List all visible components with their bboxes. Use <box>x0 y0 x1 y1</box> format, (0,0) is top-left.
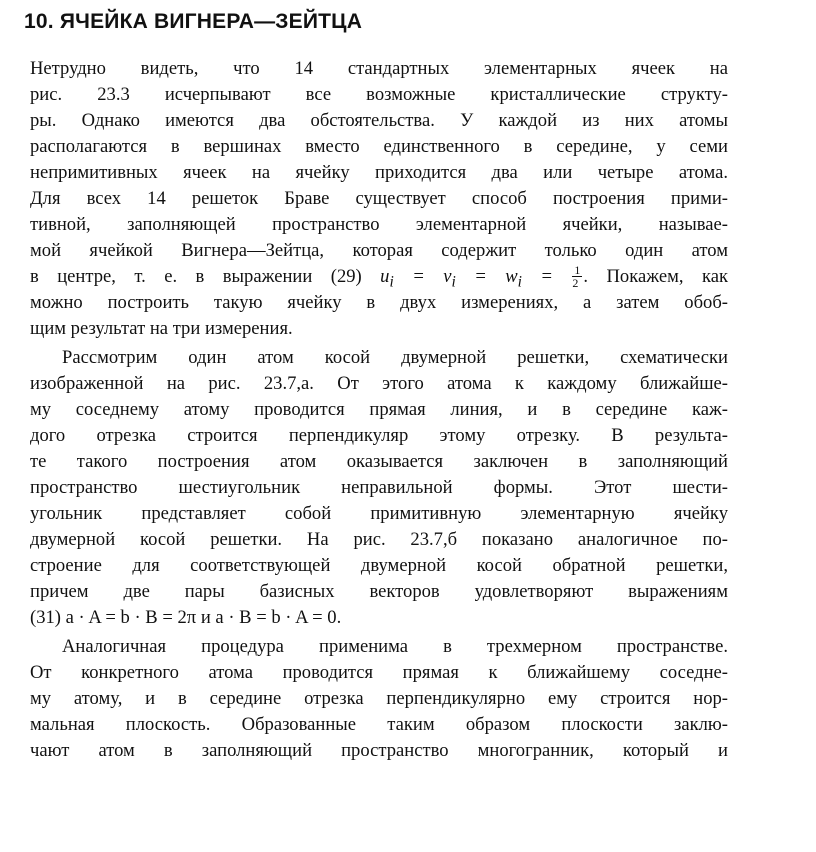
text-line: Аналогичная процедура применима в трехмерном пространстве. <box>62 636 728 657</box>
text-line: те такого построения атом оказывается заключен в заполняющий <box>30 451 728 472</box>
text-line: ры. Однако имеются два обстоятельства. У каждой из них атомы <box>30 110 728 131</box>
text-line: рис. 23.3 исчерпывают все возможные кристаллические структу- <box>30 84 728 105</box>
formula-line <box>30 264 728 290</box>
text-line: (31) a · A = b · B = 2π и a · B = b · A = 0. <box>30 607 342 628</box>
formula-line-prefix: в центре, т. е. в выражении (29) <box>30 266 381 287</box>
text-line: щим результат на три измерения. <box>30 318 293 339</box>
text-line: причем две пары базисных векторов удовлетворяют выражениям <box>30 581 728 602</box>
text-line: располагаются в вершинах вместо единственного в середине, у семи <box>30 136 728 157</box>
text-line: Нетрудно видеть, что 14 стандартных элементарных ячеек на <box>30 58 728 79</box>
text-line: му соседнему атому проводится прямая линия, и в середине каж- <box>30 399 728 420</box>
formula-uvw: $u_i = v_i = w_i$ = <box>380 266 572 291</box>
section-title: ЯЧЕЙКА ВИГНЕРА—ЗЕЙТЦА <box>59 10 363 33</box>
text-line: Рассмотрим один атом косой двумерной решетки, схематически <box>62 347 728 368</box>
text-line: угольник представляет собой примитивную элементарную ячейку <box>30 503 728 524</box>
text-line: изображенной на рис. 23.7,a. От этого атома к каждому ближайше- <box>30 373 728 394</box>
text-line: непримитивных ячеек на ячейку приходится два или четыре атома. <box>30 162 728 183</box>
text-line: Для всех 14 решеток Браве существует способ построения прими- <box>30 188 728 209</box>
text-line: пространство шестиугольник неправильной формы. Этот шести- <box>30 477 728 498</box>
text-line: мой ячейкой Вигнера—Зейтца, которая содержит только один атом <box>30 240 728 261</box>
text-line: можно построить такую ячейку в двух измерениях, а затем обоб- <box>30 292 728 313</box>
section-heading <box>24 10 362 34</box>
text-line: чают атом в заполняющий пространство многогранник, который и <box>30 740 728 761</box>
text-line: му атому, и в середине отрезка перпендикулярно ему строится нор- <box>30 688 728 709</box>
text-line: двумерной косой решетки. На рис. 23.7,б показано аналогичное по- <box>30 529 728 550</box>
fraction-one-half: $\frac{1}{2}$ <box>572 263 581 291</box>
text-line: От конкретного атома проводится прямая к ближайшему соседне- <box>30 662 728 683</box>
text-line: тивной, заполняющей пространство элементарной ячейки, называе- <box>30 214 728 235</box>
text-line: строение для соответствующей двумерной косой обратной решетки, <box>30 555 728 576</box>
formula-line-suffix: . Покажем, как <box>583 266 728 287</box>
text-line: мальная плоскость. Образованные таким образом плоскости заклю- <box>30 714 728 735</box>
text-line: дого отрезка строится перпендикуляр этому отрезку. В результа- <box>30 425 728 446</box>
section-number: 10. <box>24 10 54 33</box>
